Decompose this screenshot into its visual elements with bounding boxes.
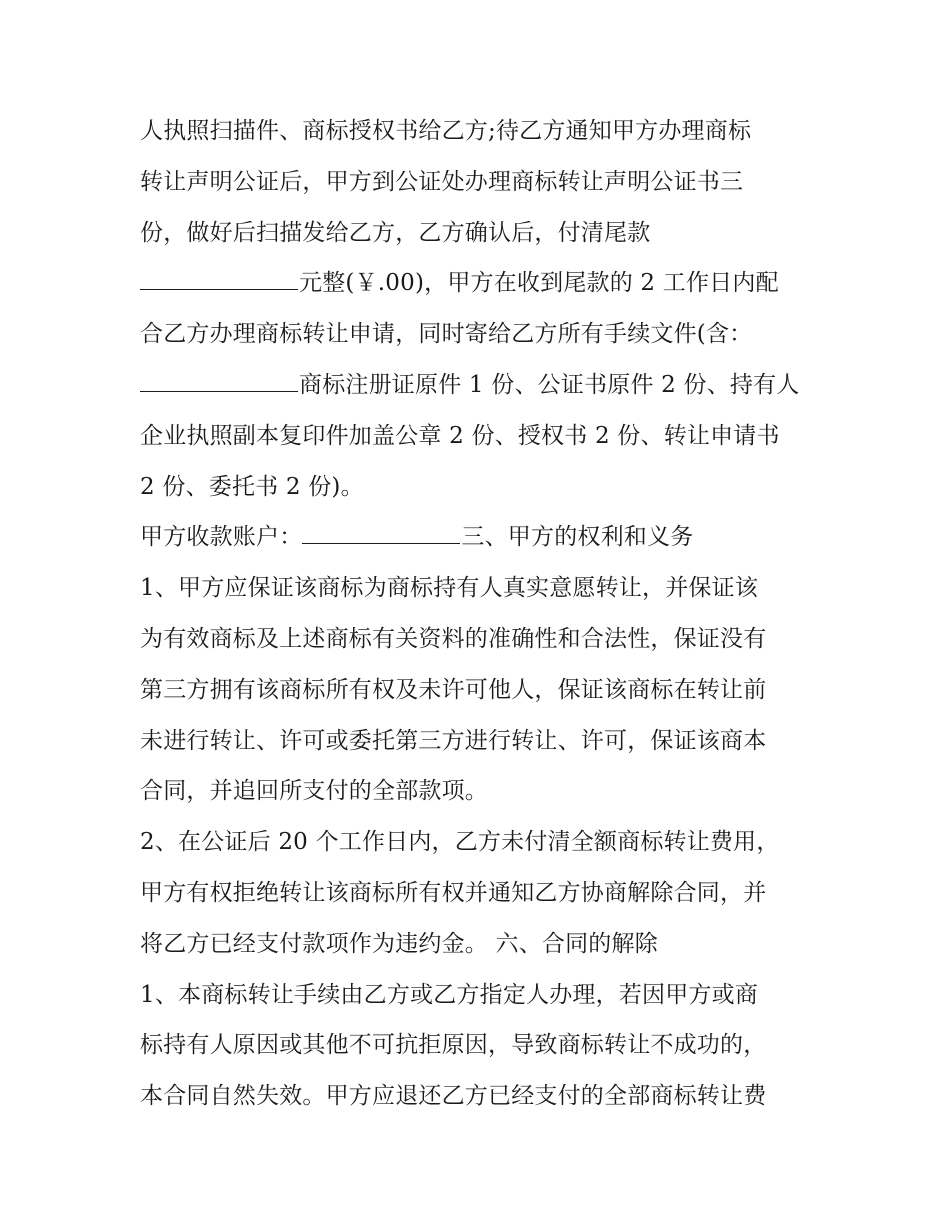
text-line [140,919,830,970]
text-segment: 合乙方办理商标转让申请，同时寄给乙方所有手续文件(含： [140,321,753,348]
text-segment: 元整(￥.00)，甲方在收到尾款的 2 工作日内配 [299,270,779,297]
text-line [140,208,830,259]
text-segment: 本合同自然失效。甲方应退还乙方已经支付的全部商标转让费 [140,1083,767,1110]
text-segment: 人执照扫描件、商标授权书给乙方;待乙方通知甲方办理商标 [140,118,752,144]
text-line [140,157,830,208]
text-segment: 第三方拥有该商标所有权及未许可他人，保证该商标在转让前 [140,676,767,703]
fill-in-blank [140,269,298,290]
text-segment: 未进行转让、许可或委托第三方进行转让、许可，保证该商本 [140,727,767,754]
text-line [140,462,830,513]
text-segment: 2、在公证后 20 个工作日内，乙方未付清全额商标转让费用， [140,829,780,856]
text-segment: 1、甲方应保证该商标为商标持有人真实意愿转让，并保证该 [140,575,759,602]
text-line [140,563,830,614]
text-line [140,868,830,919]
text-segment: 三、甲方的权利和义务 [461,524,694,551]
text-line [140,665,830,716]
text-segment: 企业执照副本复印件加盖公章 2 份、授权书 2 份、转让申请书 [140,422,780,449]
text-line [140,766,830,817]
text-line [140,970,830,1021]
text-segment: 标持有人原因或其他不可抗拒原因，导致商标转让不成功的， [140,1032,767,1059]
text-segment: 将乙方已经支付款项作为违约金。 六、合同的解除 [140,930,658,957]
text-line [140,1071,830,1122]
text-segment: 1、本商标转让手续由乙方或乙方指定人办理，若因甲方或商 [140,981,759,1008]
text-segment: 2 份、委托书 2 份)。 [140,473,364,500]
text-segment: 合同，并追回所支付的全部款项。 [140,778,488,805]
text-segment: 为有效商标及上述商标有关资料的准确性和合法性，保证没有 [140,625,767,652]
text-line [140,258,830,309]
fill-in-blank [302,523,460,544]
text-segment: 份，做好后扫描发给乙方，乙方确认后，付清尾款 [140,219,651,246]
text-line [140,614,830,665]
text-line [140,106,830,157]
text-segment: 转让声明公证后，甲方到公证处办理商标转让声明公证书三 [140,168,744,195]
text-line [140,360,830,411]
text-line [140,512,830,563]
text-line [140,817,830,868]
text-segment: 甲方收款账户： [140,524,303,551]
text-line [140,716,830,767]
text-segment: 商标注册证原件 1 份、公证书原件 2 份、持有人 [299,371,800,398]
text-segment: 甲方有权拒绝转让该商标所有权并通知乙方协商解除合同，并 [140,879,767,906]
text-line [140,309,830,360]
fill-in-blank [140,371,298,392]
document-body [140,106,830,1122]
text-line [140,411,830,462]
text-line [140,1020,830,1071]
